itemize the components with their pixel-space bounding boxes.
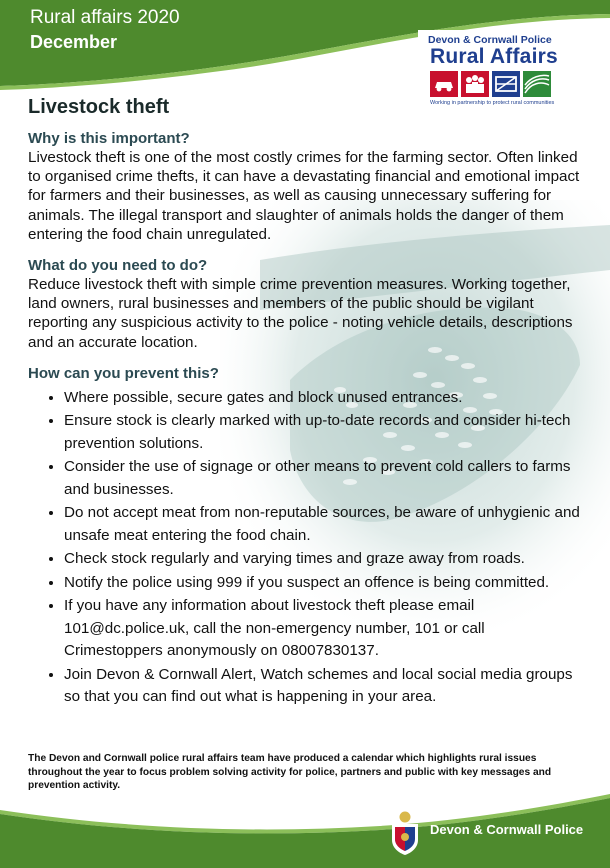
field-icon [523, 71, 551, 97]
logo-title: Rural Affairs [430, 45, 558, 68]
gate-icon [492, 71, 520, 97]
header-title: Rural affairs 2020 [30, 7, 180, 28]
police-crest-icon [388, 808, 422, 856]
people-icon [461, 71, 489, 97]
list-item: • Notify the police using 999 if you suspect an offence is being committed. [64, 572, 583, 595]
list-item: • Join Devon & Cornwall Alert, Watch schemes and local social media groups so that you can find out what is happening in your area. [64, 664, 583, 709]
section-heading-how: How can you prevent this? [28, 364, 219, 382]
section-heading-what: What do you need to do? [28, 257, 208, 275]
list-item: • Consider the use of signage or other means to prevent cold callers to farms and businesses. [64, 456, 583, 501]
list-item: • If you have any information about livestock theft please email 101@dc.police.uk, call the non-emergency number, 101 or call Crimestoppers anonymously on 08007830137. [64, 595, 583, 663]
list-item: • Ensure stock is clearly marked with up-to-date records and consider hi-tech prevention solutions. [64, 410, 583, 455]
logo-org: Devon & Cornwall Police [428, 34, 552, 46]
section-body-what: Reduce livestock theft with simple crime prevention measures. Working together, land owners, rural businesses and members of the public should be vigilant reporting any suspicious activity to the police - noting vehicle details, descriptions and an accurate location. [28, 276, 573, 351]
list-item: • Do not accept meat from non-reputable sources, be aware of unhygienic and unsafe meat entering the food chain. [64, 502, 583, 547]
footer-org-name: Devon & Cornwall Police [430, 822, 584, 837]
logo-tagline: Working in partnership to protect rural communities [430, 100, 555, 106]
section-heading-why: Why is this important? [28, 130, 190, 147]
page-title: Livestock theft [28, 96, 170, 118]
calendar-footnote: The Devon and Cornwall police rural affairs team have produced a calendar which highlights rural issues throughout the year to focus problem solving activity for police, partners and public with key messages and prevention activity. [28, 753, 552, 791]
list-item: • Where possible, secure gates and block unused entrances. [64, 387, 583, 410]
logo-icons [430, 71, 551, 97]
section-body-why: Livestock theft is one of the most costly crimes for the farming sector. Often linked to organised crime thefts, it can have a devastating financial and emotional impact for farmers and their businesses, as well as causing unnecessary suffering for animals. The illegal transport and slaughter of animals holds the danger of them entering the food chain unregulated. [28, 149, 580, 243]
header-text [30, 6, 180, 54]
header-month: December [30, 32, 118, 52]
article [28, 96, 583, 710]
list-item: • Check stock regularly and varying times and graze away from roads. [64, 548, 583, 571]
car-icon [430, 71, 458, 97]
prevention-list [28, 387, 583, 709]
